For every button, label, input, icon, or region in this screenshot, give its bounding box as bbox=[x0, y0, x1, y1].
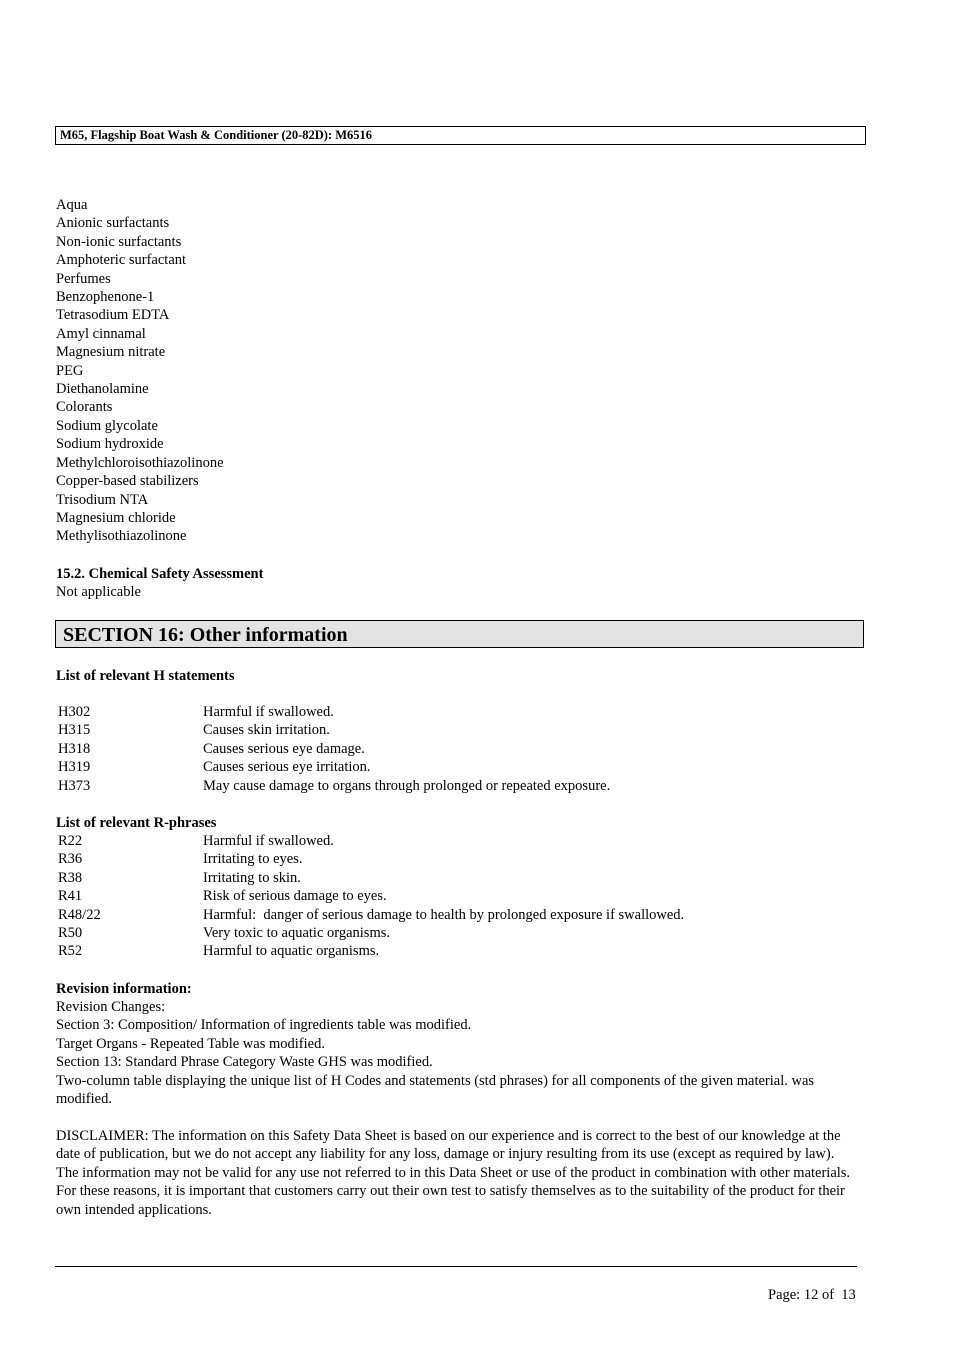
r-code: R22 bbox=[58, 833, 83, 849]
h-code: H319 bbox=[58, 759, 91, 776]
product-title: M65, Flagship Boat Wash & Conditioner (20-82D): M6516 bbox=[60, 128, 373, 142]
revision-line: Section 13: Standard Phrase Category Waste GHS was modified. bbox=[56, 1054, 433, 1071]
h-code: H373 bbox=[58, 777, 91, 794]
h-code: H315 bbox=[58, 722, 91, 739]
list-item: Copper-based stabilizers bbox=[56, 473, 199, 490]
r-code: R50 bbox=[58, 924, 83, 941]
h-statement: May cause damage to organs through prolonged or repeated exposure. bbox=[203, 777, 611, 794]
h-statement: Causes serious eye irritation. bbox=[203, 759, 371, 776]
r-code: R36 bbox=[58, 851, 83, 868]
list-item: Non-ionic surfactants bbox=[56, 233, 182, 250]
h-statement: Causes skin irritation. bbox=[203, 722, 330, 739]
revision-line: Two-column table displaying the unique list of H Codes and statements (std phrases) for all components of the given material. was modified. bbox=[56, 1072, 815, 1108]
r-phrase: Harmful to aquatic organisms. bbox=[203, 943, 380, 960]
h-statement: Harmful if swallowed. bbox=[203, 704, 334, 720]
r-phrase: Irritating to skin. bbox=[203, 869, 301, 886]
revision-line: Target Organs - Repeated Table was modified. bbox=[56, 1035, 325, 1052]
list-item: Benzophenone-1 bbox=[56, 289, 155, 306]
h-code: H302 bbox=[58, 704, 91, 720]
list-item: Diethanolamine bbox=[56, 381, 149, 398]
list-item: Tetrasodium EDTA bbox=[56, 307, 170, 324]
list-item: Sodium glycolate bbox=[56, 417, 158, 434]
list-item: Colorants bbox=[56, 399, 113, 416]
list-item: Trisodium NTA bbox=[56, 491, 149, 508]
list-item: Magnesium chloride bbox=[56, 509, 176, 526]
chemical-safety-heading: 15.2. Chemical Safety Assessment bbox=[56, 566, 264, 582]
revision-line: Section 3: Composition/ Information of ingredients table was modified. bbox=[56, 1017, 472, 1034]
revision-changes bbox=[56, 998, 856, 1108]
footer-divider bbox=[55, 1266, 857, 1267]
disclaimer: DISCLAIMER: The information on this Safety Data Sheet is based on our experience and is correct to the best of our knowledge at the date of publication, but we do not accept any liability for any loss, damage or injury resulting from its use (except as required by law). The information may not be valid for any use not referred to in this Data Sheet or use of the product in combination with other materials. For these reasons, it is important that customers carry out their own test to satisfy themselves as to the suitability of the product for their own intended applications. bbox=[56, 1128, 851, 1218]
list-item: Methylchloroisothiazolinone bbox=[56, 454, 224, 471]
list-item: Anionic surfactants bbox=[56, 215, 170, 232]
section-title: SECTION 16: Other information bbox=[63, 624, 348, 646]
list-item: Magnesium nitrate bbox=[56, 344, 166, 361]
r-phrase: Harmful if swallowed. bbox=[203, 833, 334, 849]
document-header bbox=[55, 126, 866, 145]
h-statements-heading: List of relevant H statements bbox=[56, 668, 235, 684]
r-phrase: Irritating to eyes. bbox=[203, 851, 303, 868]
chemical-safety-value: Not applicable bbox=[56, 584, 141, 600]
r-code: R52 bbox=[58, 943, 83, 960]
r-phrase: Very toxic to aquatic organisms. bbox=[203, 924, 390, 941]
list-item: PEG bbox=[56, 362, 84, 379]
page-number: Page: 12 of 13 bbox=[768, 1287, 856, 1303]
r-phrases-heading: List of relevant R-phrases bbox=[56, 815, 217, 831]
r-code: R38 bbox=[58, 869, 83, 886]
list-item: Perfumes bbox=[56, 270, 111, 287]
list-item: Aqua bbox=[56, 197, 88, 213]
section-16-title-bar bbox=[55, 620, 864, 648]
ingredients-list bbox=[56, 196, 224, 546]
list-item: Sodium hydroxide bbox=[56, 436, 164, 453]
h-code: H318 bbox=[58, 740, 91, 757]
r-code: R48/22 bbox=[58, 906, 101, 923]
list-item: Amyl cinnamal bbox=[56, 325, 146, 342]
revision-line: Revision Changes: bbox=[56, 999, 166, 1015]
r-code: R41 bbox=[58, 888, 83, 905]
list-item: Methylisothiazolinone bbox=[56, 528, 187, 545]
r-phrase: Harmful: danger of serious damage to health by prolonged exposure if swallowed. bbox=[203, 906, 685, 923]
revision-heading: Revision information: bbox=[56, 981, 192, 997]
r-phrase: Risk of serious damage to eyes. bbox=[203, 888, 387, 905]
list-item: Amphoteric surfactant bbox=[56, 252, 187, 269]
h-statement: Causes serious eye damage. bbox=[203, 740, 365, 757]
